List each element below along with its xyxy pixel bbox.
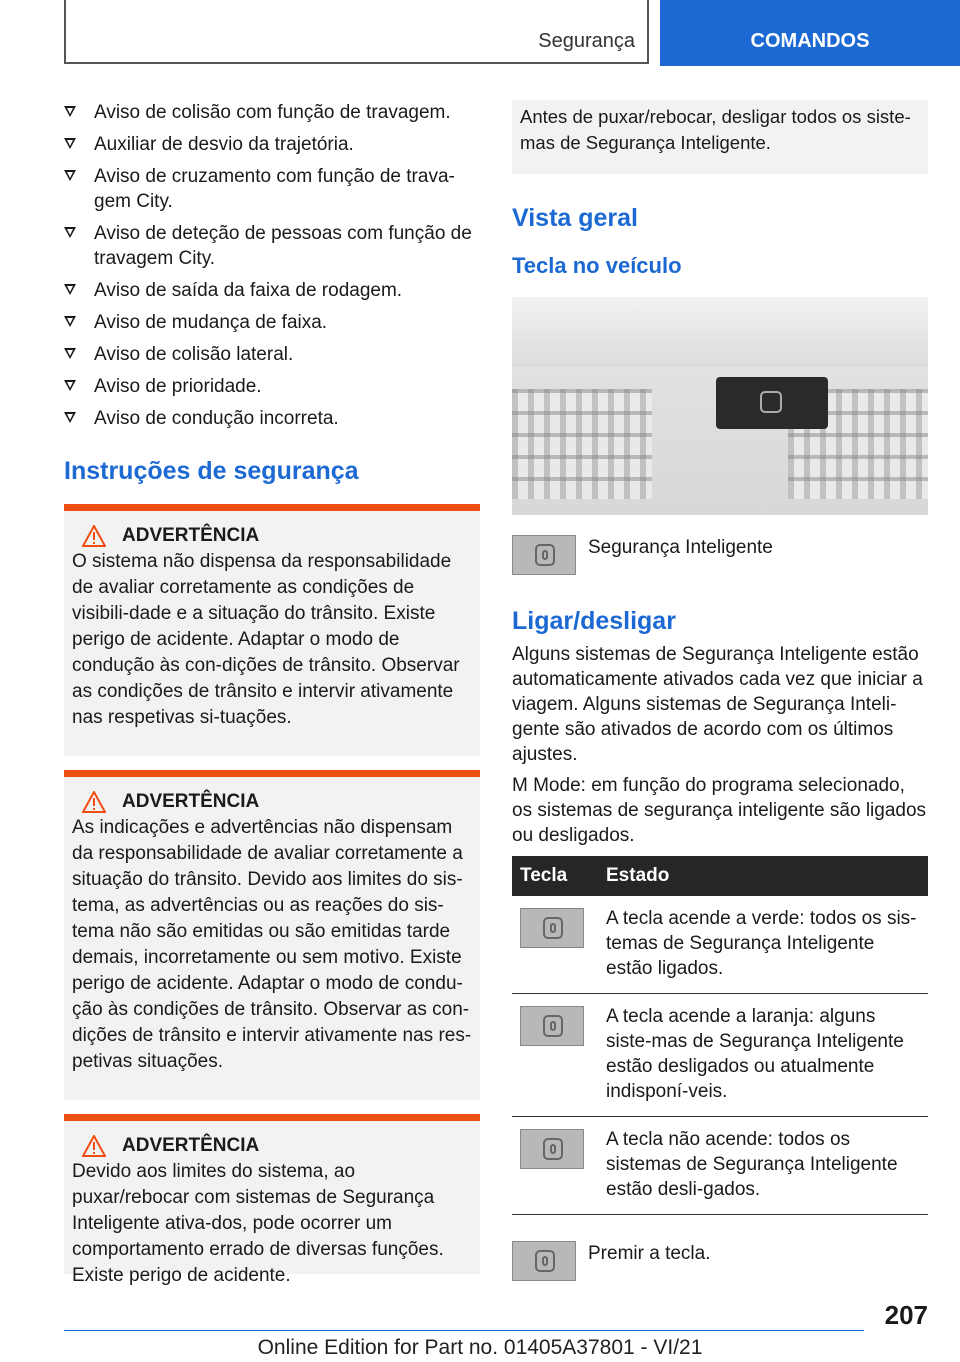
paragraph: M Mode: em função do programa selecionado, os sistemas de segurança inteligente são ligados ou desligados. [512,775,927,846]
list-item: Aviso de prioridade. [64,374,480,399]
warning-triangle-icon [82,525,106,547]
table-cell: A tecla não acende: todos os sistemas de Segurança Inteligente estão desli-gados. [598,1117,928,1215]
vehicle-button-photo [512,297,928,515]
onoff-heading: Ligar/desligar [512,607,676,635]
list-item: Aviso de colisão lateral. [64,342,480,367]
page-number: 207 [884,1300,928,1330]
key-legend [512,535,928,575]
warning-text: As indicações e advertências não dispensam da responsabilidade de avaliar corretamente a situação do trânsito. Devido aos limites do sis-tema, as advertências ou as reações do sis-tema não são emitidas ou são emitidas tarde demais, incorretamente ou sem motivo. Existe perigo de acidente. Adaptar o modo de condu-ção às condições de trânsito. Observar as con-dições de trânsito e intervir ativamente nas res-petivas situações. [72,817,472,1072]
list-item: Aviso de mudança de faixa. [64,310,480,335]
warning-title: ADVERTÊNCIA [122,791,260,812]
chapter-title: COMANDOS [750,30,870,52]
intelligent-safety-key-icon [520,1129,584,1169]
intelligent-safety-key-icon [520,1006,584,1046]
triangle-bullet-icon [64,284,76,295]
header-box [64,0,649,64]
paragraph: Alguns sistemas de Segurança Inteligente estão automaticamente ativados cada vez que iniciar a viagem. Alguns sistemas de Segurança Inteli-gente são ativados de acordo com os últimos ajustes. [512,644,923,765]
table-header-key: Tecla [512,856,598,896]
right-column [512,100,928,1281]
triangle-bullet-icon [64,106,76,117]
triangle-bullet-icon [64,348,76,359]
triangle-bullet-icon [64,316,76,327]
press-instruction [512,1241,928,1281]
warning-box [64,1114,480,1286]
table-row [512,896,928,994]
note-box: Antes de puxar/rebocar, desligar todos os siste-mas de Segurança Inteligente. [512,100,928,174]
warning-triangle-icon [82,791,106,813]
table-cell: A tecla acende a laranja: alguns siste-mas de Segurança Inteligente estão desligados ou atualmente indisponí-veis. [598,994,928,1117]
intelligent-safety-key-icon [512,535,576,575]
table-cell: A tecla acende a verde: todos os sis-temas de Segurança Inteligente estão ligados. [598,896,928,994]
triangle-bullet-icon [64,380,76,391]
table-header-state: Estado [598,856,928,896]
list-item: Aviso de condução incorreta. [64,406,480,431]
warning-text: Devido aos limites do sistema, ao puxar/rebocar com sistemas de Segurança Inteligente ativa-dos, pode ocorrer um comportamento errado de diversas funções. Existe perigo de acidente. [72,1161,444,1286]
state-table [512,856,928,1215]
list-item: Aviso de deteção de pessoas com função de travagem City. [64,221,480,271]
warning-box [64,504,480,756]
list-item: Aviso de colisão com função de travagem. [64,100,480,125]
list-item: Aviso de saída da faixa de rodagem. [64,278,480,303]
triangle-bullet-icon [64,412,76,423]
press-text: Premir a tecla. [588,1243,711,1264]
footer-rule [64,1330,864,1331]
triangle-bullet-icon [64,227,76,238]
warning-title: ADVERTÊNCIA [122,525,260,546]
section-title: Segurança [538,30,635,52]
intelligent-safety-key-icon [520,908,584,948]
footer-edition: Online Edition for Part no. 01405A37801 - VI/21 [257,1336,703,1359]
triangle-bullet-icon [64,138,76,149]
chapter-tab [660,0,960,66]
intelligent-safety-button-icon [716,377,828,429]
key-heading: Tecla no veículo [512,253,682,278]
intelligent-safety-key-icon [512,1241,576,1281]
warning-text: O sistema não dispensa da responsabilidade de avaliar corretamente as condições de visibili-dade e a situação do trânsito. Existe perigo de acidente. Adaptar o modo de condução às con-dições de trânsito. Observar as condições de trânsito e intervir ativamente nas respetivas si-tuações. [72,551,460,728]
safety-heading: Instruções de segurança [64,457,359,485]
table-row [512,1117,928,1215]
key-caption: Segurança Inteligente [588,537,773,558]
list-item: Aviso de cruzamento com função de trava-gem City. [64,164,480,214]
warning-box [64,770,480,1100]
triangle-bullet-icon [64,170,76,181]
list-item: Auxiliar de desvio da trajetória. [64,132,480,157]
warning-triangle-icon [82,1135,106,1157]
warning-title: ADVERTÊNCIA [122,1135,260,1156]
feature-list [64,100,480,431]
table-row [512,994,928,1117]
left-column [64,100,480,1286]
overview-heading: Vista geral [512,204,639,232]
